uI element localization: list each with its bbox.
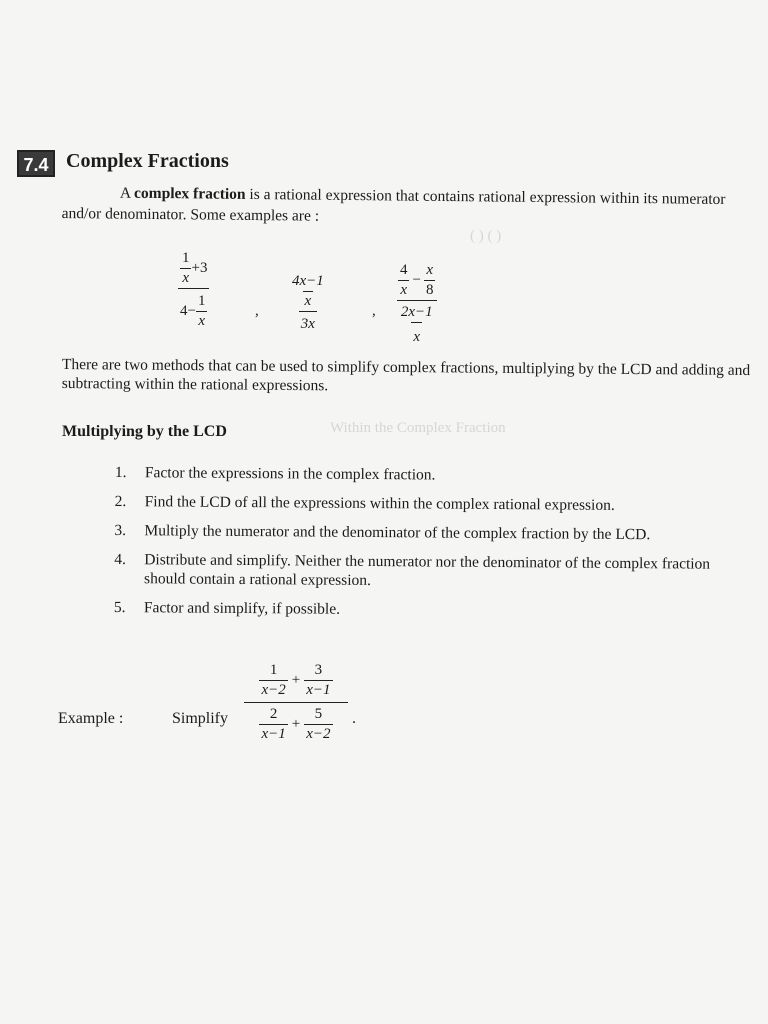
step-number: 5. [113,598,126,617]
term-den: x−1 [306,682,331,698]
step-number: 2. [114,492,127,511]
plus-sign: + [291,716,301,732]
intro-paragraph [62,182,742,231]
intro-term: complex fraction [134,184,246,203]
bleed-through: Within the Complex Fraction [330,420,506,436]
term-num: 5 [314,706,323,722]
num-top: 1 [182,250,190,266]
num-bottom: x [182,270,190,286]
ex2-num: 4x−1 [292,273,324,289]
methods-paragraph: There are two methods that can be used to simplify complex fractions, multiplying by the LCD and adding and subtracting within the rational expressions. [61,355,751,395]
step-number: 3. [114,521,127,540]
den1: 2x−1 [400,304,433,320]
example-fraction-2 [288,273,328,333]
step-text: Factor the expressions in the complex fraction. [144,464,436,484]
intro-rest: is a rational expression that contains rational expression within its numerator and/or denominator. Some examples are : [61,185,726,225]
comma: , [255,303,259,319]
ex2-den: 3x [299,311,317,333]
bleed-through: ( ) ( ) [470,228,502,244]
plus-sign: + [291,672,301,688]
term-den: x−2 [306,726,331,742]
num-plus: +3 [191,260,208,276]
minus: − [412,272,421,288]
fraction-denominator [259,706,332,743]
step-text: Factor and simplify, if possible. [143,599,341,618]
den-bottom: x [198,313,206,329]
list-item [114,521,754,545]
b-top: x [426,262,434,278]
ex2-mid: x [304,293,312,309]
comma: , [372,303,376,319]
list-item [115,463,755,487]
example-fraction-3 [396,262,437,346]
b-bottom: 8 [425,282,434,298]
term-num: 1 [269,662,278,678]
den-left: 4− [180,303,196,319]
example-complex-fraction [244,662,348,743]
term-den: x−2 [261,682,286,698]
intro-lead: A [119,184,135,202]
section-number: 7.4 [17,150,55,177]
list-item [115,492,755,516]
den-top: 1 [197,293,206,309]
step-text: Multiply the numerator and the denominator of the complex fraction by the LCD. [144,522,651,544]
simplify-label: Simplify [172,710,229,727]
step-number: 1. [114,463,127,482]
steps-list [114,463,755,632]
den2: x [411,322,422,346]
step-text: Find the LCD of all the expressions within the complex rational expression. [144,493,615,514]
list-item [114,598,754,622]
step-text: Distribute and simplify. Neither the numerator nor the denominator of the complex fraction should contain a rational expression. [144,551,711,590]
term-num: 3 [314,662,323,678]
example-label: Example : [58,710,124,727]
example-fraction-1 [178,250,209,330]
step-number: 4. [114,550,126,569]
subheading: Multiplying by the LCD [62,423,227,440]
period: . [352,710,356,727]
a-bottom: x [400,282,408,298]
list-item [114,550,754,593]
term-den: x−1 [261,726,286,742]
a-top: 4 [400,262,408,278]
term-num: 2 [269,706,278,722]
fraction-numerator [259,662,332,699]
main-fraction-bar [244,702,348,703]
section-title: Complex Fractions [66,150,229,172]
